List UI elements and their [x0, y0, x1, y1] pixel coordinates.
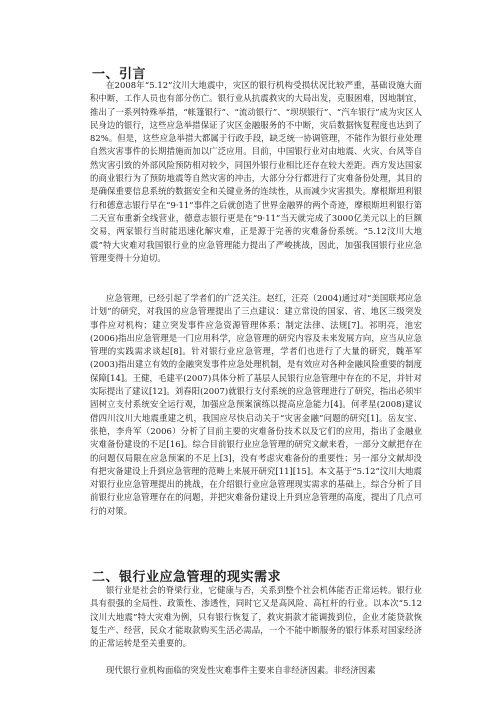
- paragraph-banking-needs-2: 现代银行业机构面临的突发性灾难事件主要来自非经济因素。非经济因素: [106, 665, 376, 675]
- section-heading-banking-emergency-needs: 二、银行业应急管理的现实需求: [92, 570, 282, 585]
- paragraph-introduction-1: 在2008年“5.12”汶川大地震中，灾区的银行机构受损状况比较严重，基础设施大面积中断，工作人员也有部分伤亡。银行业从抗震救灾的大局出发，克服困难，因地制宜，推出了一系列特殊举措，“帐篷银行”、“流动银行”、“坝坝银行”、“汽车银行”成为灾区人民身边的银行，这些应急举措保证了灾区金融服务的不中断，灾后数据恢复程度也达到了82%。但是，这些应急举措大都属于行政手段，缺乏统一协调管理，不能作为银行业处理自然灾害事件的长期措施而加以广泛应用。目前，中国银行业对由地震、火灾、台风等自然灾害引致的外部风险预防相对较少，同国外银行业相比还存在较大差距。西方发达国家的商业银行为了预防地震等自然灾害的冲击，大部分分行都进行了灾难备份处理，其目的是确保重要信息系统的数据安全和关键业务的连续性，从而减少灾害损失。摩根斯坦利银行和德意志银行早在“9·11”事件之后就创造了世界金融界的两个奇迹，摩根斯坦利银行第二天宣布重新全线营业，德意志银行更是在“9·11”当天就完成了3000亿美元以上的巨额交易，两家银行当时能迅速化解灾难，正是源于完善的灾难备份系统。“5.12汶川大地震”特大灾难对我国银行业的应急管理能力提出了严峻挑战，因此，加强我国银行业应急管理变得十分迫切。: [90, 80, 422, 263]
- paragraph-introduction-2: 应急管理，已经引起了学者们的广泛关注。赵红，汪亮（2004)通过对“美国联邦应急计划”的研究，对我国的应急管理提出了三点建议：建立常设的国家、省、地区三级突发事件应对机构；建立突发事件应急资源管理体系；制定法律、法规[7]。祁明亮，池宏(2006)指出应急管理是一门应用科学，应急管理的研究内容及未来发展方向，应当从应急管理的实践需求谈起[8]。针对银行业应急管理，学者们也进行了大量的研究，魏革军(2003)指出建立有效的金融突发事件应急处理机制，是有效应对各种金融风险重要的制度保障[14]。王健，毛建平(2007)具体分析了基层人民银行应急管理中存在的不足，并针对实际提出了建议[12]。刘春阳(2007)就银行支付系统的应急管理进行了研究，指出必须牢固树立支付系统安全运行观，加强应急预案演练以提高应急能力[4]。何孝星(2008)建议借四川汶川大地震重建之机，我国应尽快启动关于“灾害金融”问题的研究[1]。岳友宝、张艳，李舟军（2006）分析了目前主要的灾难备份技术以及它们的应用，指出了金融业灾难备份建设的不足[16]。综合目前银行业应急管理的研究文献来看，一部分文献把存在的问题仅局限在应急预案的不足上[3]，没有考虑灾难备份的重要性；另一部分文献却没有把灾备建设上升到应急管理的范畴上来展开研究[11][15]。本文基于“5.12”汶川大地震对银行业应急管理提出的挑战，在介绍银行业应急管理现实需求的基础上，综合分析了目前银行业应急管理存在的问题，并把灾难备份建设上升到应急管理的高度，提出了几点可行的对策。: [90, 293, 422, 516]
- section-heading-introduction: 一、引言: [92, 67, 147, 82]
- paragraph-banking-needs-1: 银行业是社会的脊梁行业，它健康与否，关系到整个社会机体能否正常运转。银行业具有很强的全局性、政策性、渗透性，同时它又是高风险、高杠杆的行业。以本次“5.12汶川大地震”特大灾难为例，只有银行恢复了，救灾捐款才能调拨到位，企业才能贷款恢复生产、经营，民众才能取款购买生活必需品，一个不能中断服务的银行体系对国家经济的正常运转是至关重要的。: [90, 585, 422, 649]
